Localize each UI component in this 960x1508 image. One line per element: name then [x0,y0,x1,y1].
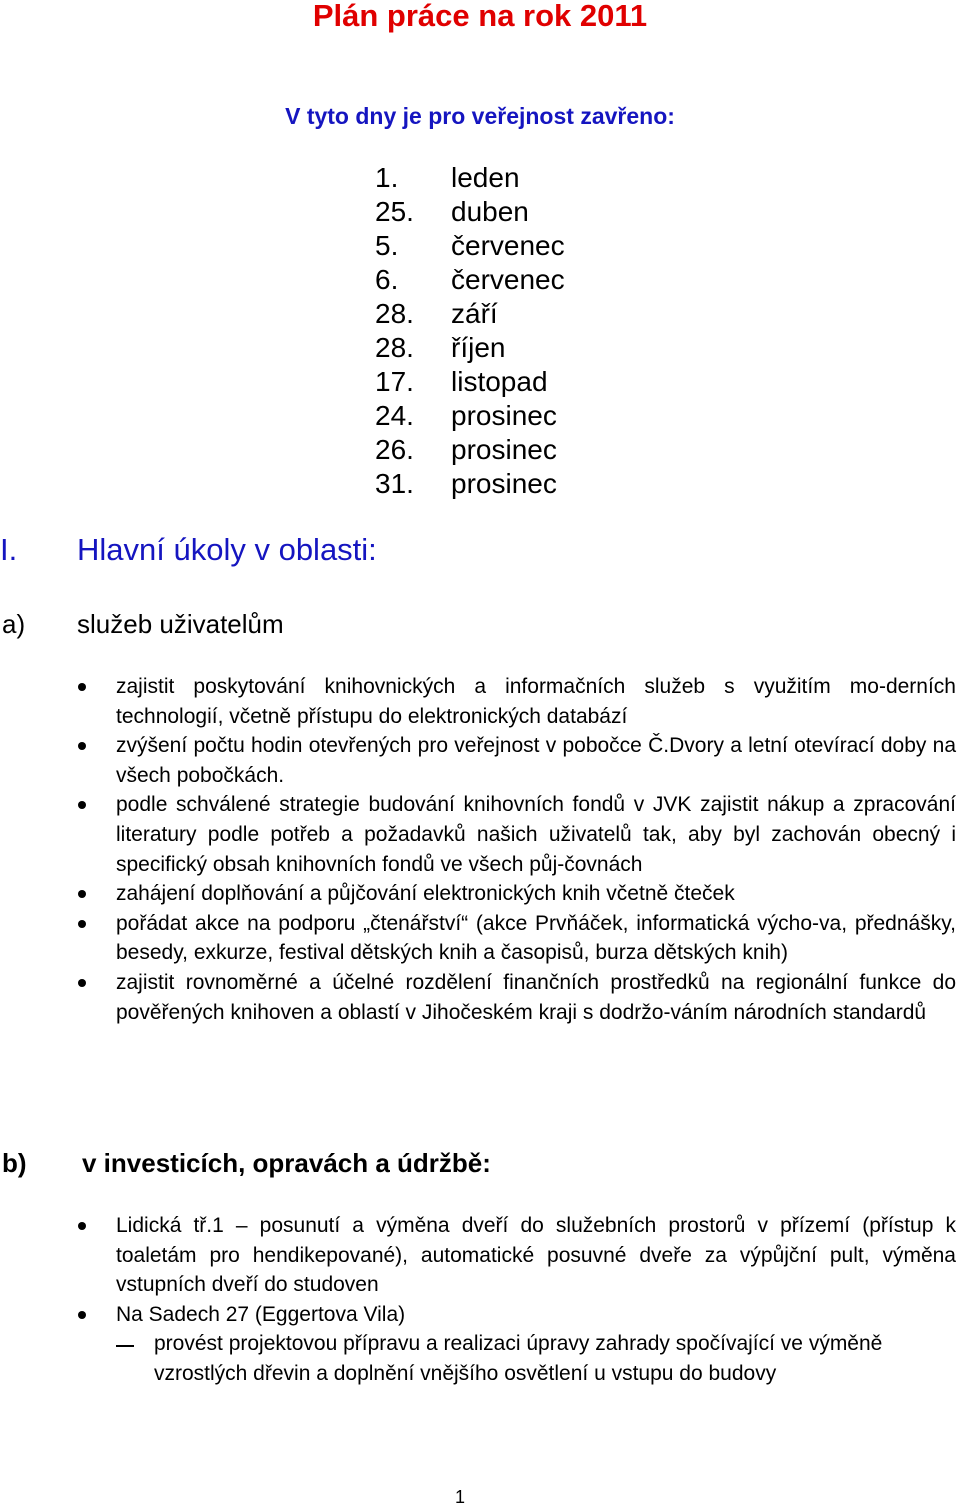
date-row [375,467,565,501]
date-month: duben [451,196,529,227]
list-item: Lidická tř.1 – posunutí a výměna dveří do služebních prostorů v přízemí (přístup k toaletám pro hendikepované), automatické posuvné dveře za výpůjční pult, výměna vstupních dveří do studoven [116,1211,956,1300]
date-row [375,433,565,467]
list-item: podle schválené strategie budování knihovních fondů v JVK zajistit nákup a zpracování literatury podle potřeb a požadavků našich uživatelů tak, aby byl zachován obecný i specifický obsah knihovních fondů ve všech půj-čovnách [116,790,956,879]
date-day: 28. [375,332,414,363]
date-row [375,331,565,365]
date-day: 5. [375,230,399,261]
date-row [375,297,565,331]
section-number: I. [0,532,18,567]
date-day: 24. [375,400,414,431]
page-title: Plán práce na rok 2011 [312,0,648,33]
subsection-a-title: služeb uživatelům [77,609,284,639]
subsection-a-marker: a) [2,609,26,639]
page-number: 1 [454,1487,465,1507]
investments-bullet-list [116,1211,956,1389]
date-month: září [451,298,498,329]
date-day: 26. [375,434,414,465]
date-day: 31. [375,468,414,499]
services-bullet-list [116,672,956,1027]
date-row [375,365,565,399]
date-day: 28. [375,298,414,329]
date-row [375,263,565,297]
list-item: Na Sadech 27 (Eggertova Vila) [116,1300,956,1330]
list-item: zahájení doplňování a půjčování elektronických knih včetně čteček [116,879,956,909]
closed-dates-list [375,161,565,501]
list-subitem: provést projektovou přípravu a realizaci úpravy zahrady spočívající ve výměně vzrostlých dřevin a doplnění vnějšího osvětlení u vstupu do budovy [154,1329,956,1388]
subsection-b-marker: b) [2,1148,27,1178]
date-month: leden [451,162,520,193]
list-item: zajistit rovnoměrné a účelné rozdělení finančních prostředků na regionální funkce do pověřených knihoven a oblastí v Jihočeském kraji s dodržo-váním národních standardů [116,968,956,1027]
date-row [375,161,565,195]
date-month: prosinec [451,400,557,431]
closed-days-heading: V tyto dny je pro veřejnost zavřeno: [285,103,675,129]
section-title: Hlavní úkoly v oblasti: [77,532,377,567]
date-month: červenec [451,264,565,295]
date-month: prosinec [451,434,557,465]
date-row [375,399,565,433]
date-row [375,229,565,263]
date-month: říjen [451,332,506,363]
date-row [375,195,565,229]
date-month: prosinec [451,468,557,499]
date-day: 17. [375,366,414,397]
list-item: zvýšení počtu hodin otevřených pro veřejnost v pobočce Č.Dvory a letní otevírací doby na všech pobočkách. [116,731,956,790]
date-month: červenec [451,230,565,261]
date-day: 25. [375,196,414,227]
date-day: 1. [375,162,399,193]
list-item: pořádat akce na podporu „čtenářství“ (akce Prvňáček, informatická výcho-va, přednášky, besedy, exkurze, festival dětských knih a časopisů, burza dětských knih) [116,909,956,968]
subsection-b-title: v investicích, opravách a údržbě: [82,1148,491,1178]
date-month: listopad [451,366,548,397]
date-day: 6. [375,264,399,295]
list-item: zajistit poskytování knihovnických a informačních služeb s využitím mo-derních technologií, včetně přístupu do elektronických databází [116,672,956,731]
